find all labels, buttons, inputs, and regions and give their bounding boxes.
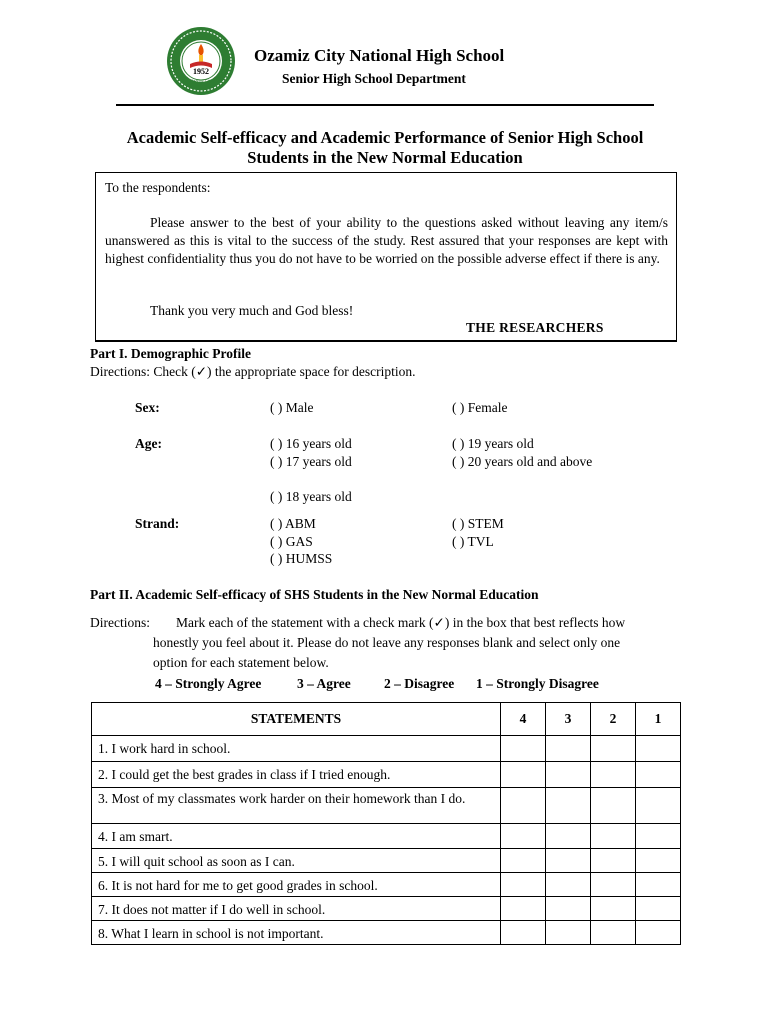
statement-2: 2. I could get the best grades in class if I tried enough. [92,762,501,788]
header-2: 2 [591,703,636,736]
scale-disagree: 2 – Disagree [384,676,455,691]
rating-box-2[interactable] [591,824,636,849]
school-seal-icon [166,26,236,96]
scale-strongly-disagree: 1 – Strongly Disagree [476,676,599,691]
title-line-1: Academic Self-efficacy and Academic Performance of Senior High School [126,128,644,147]
letter-body: Please answer to the best of your ability to the questions asked without leaving any item/s unanswered as this is vital to the success of the study. Rest assured that your responses are kept with highest confidentiality thus you do not have to be worried on the possible adverse effect if there is any. [105,215,668,266]
table-row [92,849,681,873]
rating-box-2[interactable] [591,921,636,945]
rating-box-4[interactable] [501,849,546,873]
part2-directions-label: Directions: [90,615,150,630]
rating-box-3[interactable] [546,788,591,824]
statements-table [91,702,681,945]
rating-box-3[interactable] [546,824,591,849]
table-row [92,824,681,849]
header-3: 3 [546,703,591,736]
rating-box-1[interactable] [636,762,681,788]
letter-thanks: Thank you very much and God bless! [150,303,354,318]
strand-option-gas[interactable]: ( ) GAS [270,534,313,549]
age-option-18[interactable]: ( ) 18 years old [270,489,352,504]
statement-1: 1. I work hard in school. [92,736,501,762]
rating-box-1[interactable] [636,736,681,762]
rating-box-3[interactable] [546,897,591,921]
rating-box-3[interactable] [546,849,591,873]
survey-title [90,128,680,168]
age-option-17[interactable]: ( ) 17 years old [270,454,352,469]
statement-5: 5. I will quit school as soon as I can. [92,849,501,873]
strand-option-humss[interactable]: ( ) HUMSS [270,551,333,566]
department-name: Senior High School Department [282,71,466,86]
scale-strongly-agree: 4 – Strongly Agree [155,676,262,691]
rating-box-2[interactable] [591,736,636,762]
header-4: 4 [501,703,546,736]
statement-8: 8. What I learn in school is not important. [92,921,501,945]
seal-city: Ozamiz City [190,78,212,83]
scale-agree: 3 – Agree [297,676,351,691]
table-row [92,762,681,788]
age-option-19[interactable]: ( ) 19 years old [452,436,534,451]
strand-option-stem[interactable]: ( ) STEM [452,516,504,531]
rating-box-1[interactable] [636,897,681,921]
table-row [92,873,681,897]
part2-directions-line-1: Mark each of the statement with a check mark (✓) in the box that best reflects how [176,615,626,630]
table-row [92,736,681,762]
rating-box-1[interactable] [636,788,681,824]
rating-box-2[interactable] [591,873,636,897]
rating-box-2[interactable] [591,849,636,873]
title-line-2: Students in the New Normal Education [247,148,523,167]
sex-option-male[interactable]: ( ) Male [270,400,314,415]
seal-year: 1952 [193,67,209,76]
strand-option-abm[interactable]: ( ) ABM [270,516,316,531]
sex-option-female[interactable]: ( ) Female [452,400,508,415]
rating-box-2[interactable] [591,788,636,824]
rating-box-2[interactable] [591,897,636,921]
rating-box-4[interactable] [501,762,546,788]
rating-box-4[interactable] [501,788,546,824]
strand-option-tvl[interactable]: ( ) TVL [452,534,494,549]
statement-3: 3. Most of my classmates work harder on their homework than I do. [92,788,501,824]
part1-heading: Part I. Demographic Profile [90,346,251,361]
table-row [92,921,681,945]
rating-box-4[interactable] [501,824,546,849]
table-header-row [92,703,681,736]
rating-box-1[interactable] [636,824,681,849]
statement-7: 7. It does not matter if I do well in school. [92,897,501,921]
age-option-20-above[interactable]: ( ) 20 years old and above [452,454,593,469]
age-label: Age: [135,436,162,451]
table-row [92,897,681,921]
letter-salutation: To the respondents: [105,180,211,195]
rating-box-1[interactable] [636,873,681,897]
statement-6: 6. It is not hard for me to get good grades in school. [92,873,501,897]
part2-directions-line-3: option for each statement below. [153,655,329,670]
rating-box-1[interactable] [636,849,681,873]
sex-label: Sex: [135,400,160,415]
header-statements: STATEMENTS [92,703,501,736]
strand-label: Strand: [135,516,180,531]
rating-box-3[interactable] [546,762,591,788]
header-1: 1 [636,703,681,736]
rating-box-4[interactable] [501,736,546,762]
part2-directions-line-2: honestly you feel about it. Please do not leave any responses blank and select only one [153,635,621,650]
table-row [92,788,681,824]
rating-box-1[interactable] [636,921,681,945]
rating-box-3[interactable] [546,736,591,762]
rating-box-3[interactable] [546,921,591,945]
part1-directions: Directions: Check (✓) the appropriate space for description. [90,364,416,379]
rating-box-2[interactable] [591,762,636,788]
rating-box-3[interactable] [546,873,591,897]
part2-heading: Part II. Academic Self-efficacy of SHS Students in the New Normal Education [90,587,539,602]
header-divider [116,104,654,106]
rating-box-4[interactable] [501,897,546,921]
letter-signature: THE RESEARCHERS [466,320,604,335]
school-name: Ozamiz City National High School [254,46,505,65]
rating-box-4[interactable] [501,921,546,945]
statement-4: 4. I am smart. [92,824,501,849]
rating-box-4[interactable] [501,873,546,897]
age-option-16[interactable]: ( ) 16 years old [270,436,352,451]
